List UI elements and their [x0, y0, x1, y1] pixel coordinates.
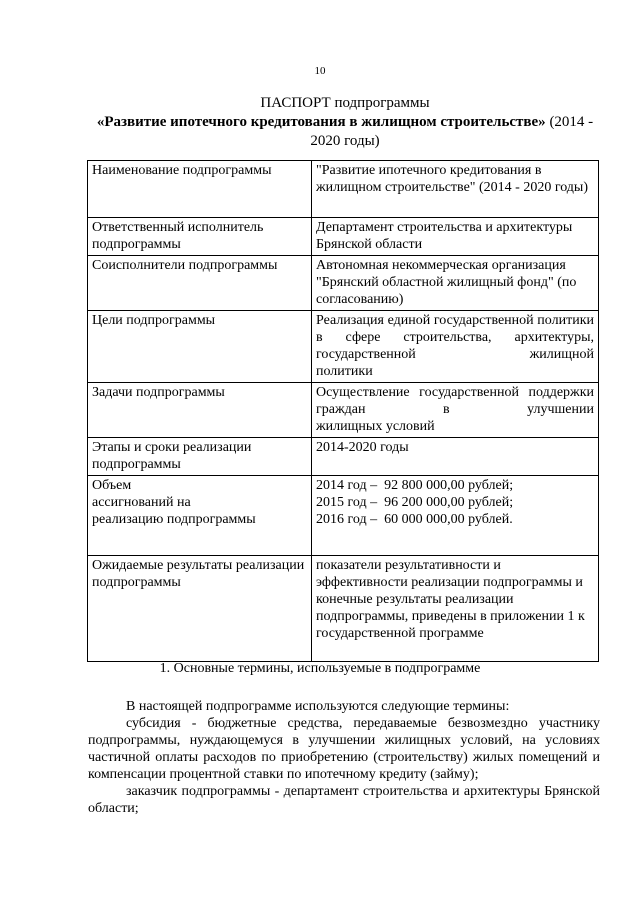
row-value [312, 476, 599, 556]
row-value [312, 311, 599, 383]
row-value: показатели результативности и эффективности реализации подпрограммы и конечные результаты реализации подпрограммы, приведены в приложении 1 к государственной программе [312, 556, 599, 662]
row-label-line: ассигнований на [92, 495, 191, 510]
subprogram-period: (2014 - 2020 годы) [310, 114, 594, 149]
row-label: Ответственный исполнитель подпрограммы [88, 218, 312, 256]
row-value [312, 383, 599, 438]
row-label: Задачи подпрограммы [88, 383, 312, 438]
row-label: Ожидаемые результаты реализации подпрограммы [88, 556, 312, 662]
paragraph: В настоящей подпрограмме используются следующие термины: [126, 699, 510, 714]
paragraph: субсидия - бюджетные средства, передаваемые безвозмездно участнику подпрограммы, нуждающемуся в улучшении жилищных условий, на условиях частичной оплаты расходов по приобретению (строительству) жилых помещений и компенсации процентной ставки по ипотечному кредиту (займу); [88, 716, 600, 782]
row-label: Соисполнители подпрограммы [88, 256, 312, 311]
row-label-line: реализацию подпрограммы [92, 512, 256, 527]
row-label: Этапы и сроки реализации подпрограммы [88, 438, 312, 476]
table-row [88, 311, 599, 383]
funding-line: 2016 год – 60 000 000,00 рублей. [316, 512, 513, 527]
table-row [88, 438, 599, 476]
body-text [88, 698, 600, 817]
row-value: "Развитие ипотечного кредитования в жилищном строительстве" (2014 - 2020 годы) [312, 161, 599, 218]
funding-line: 2015 год – 96 200 000,00 рублей; [316, 495, 514, 510]
row-value-last-line: политики [316, 364, 373, 379]
page-number: 10 [314, 65, 326, 77]
passport-table [87, 160, 599, 662]
section-heading: 1. Основные термины, используемые в подпрограмме [159, 661, 481, 676]
passport-title-line: ПАСПОРТ подпрограммы [260, 95, 430, 111]
table-row [88, 476, 599, 556]
table-row [88, 161, 599, 218]
row-value-main: Реализация единой государственной политики в сфере строительства, архитектуры, государственной жилищной [316, 313, 594, 362]
table-row [88, 556, 599, 662]
row-label-line: Объем [92, 478, 132, 493]
funding-line: 2014 год – 92 800 000,00 рублей; [316, 478, 514, 493]
paragraph: заказчик подпрограммы - департамент строительства и архитектуры Брянской области; [88, 784, 600, 816]
row-value-main: Осуществление государственной поддержки граждан в улучшении [316, 385, 594, 417]
subprogram-name: «Развитие ипотечного кредитования в жилищном строительстве» [96, 114, 546, 130]
table-row [88, 218, 599, 256]
table-row [88, 256, 599, 311]
row-label: Наименование подпрограммы [88, 161, 312, 218]
row-value-last-line: жилищных условий [316, 419, 435, 434]
row-label: Цели подпрограммы [88, 311, 312, 383]
table-row [88, 383, 599, 438]
subprogram-name-line [90, 113, 600, 151]
passport-title [90, 94, 600, 151]
row-value: Департамент строительства и архитектуры Брянской области [312, 218, 599, 256]
row-label [88, 476, 312, 556]
row-value: 2014-2020 годы [312, 438, 599, 476]
row-value: Автономная некоммерческая организация "Брянский областной жилищный фонд" (по согласованию) [312, 256, 599, 311]
